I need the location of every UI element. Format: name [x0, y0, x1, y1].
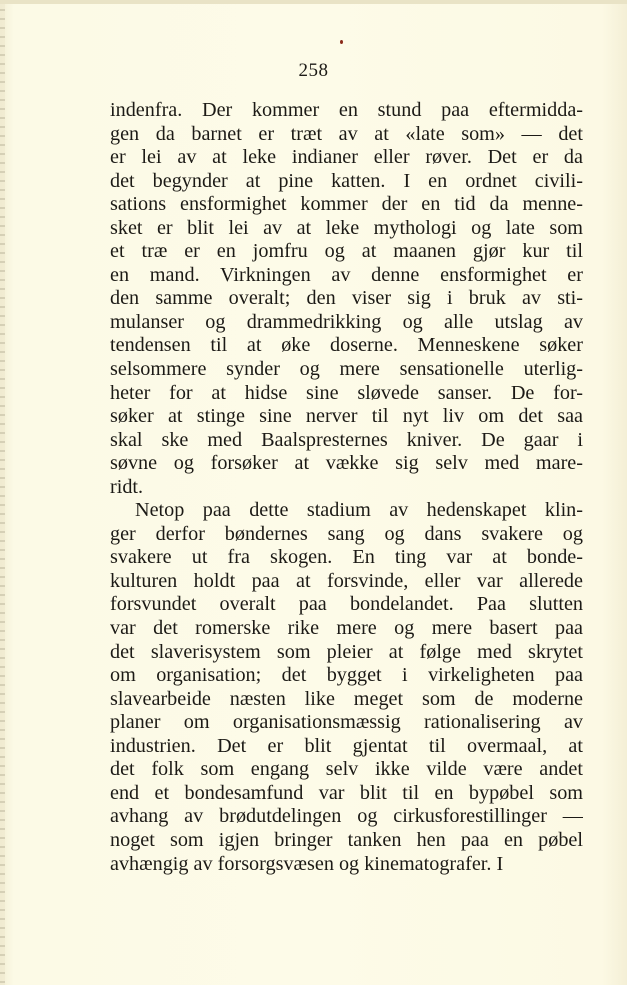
text-line: svakere ut fra skogen. En ting var at bonde-	[110, 546, 583, 569]
text-line: avhang av brødutdelingen og cirkusforestillinger —	[110, 805, 583, 828]
text-line: det begynder at pine katten. I en ordnet civili-	[110, 169, 583, 192]
text-line: noget som igjen bringer tanken hen paa en pøbel	[110, 828, 583, 851]
text-line: søvne og forsøker at vække sig selv med mare-	[110, 452, 583, 475]
text-line: det slaverisystem som pleier at følge med skrytet	[110, 640, 583, 663]
text-line: avhængig av forsorgsvæsen og kinematografer. I	[110, 852, 504, 875]
paragraph	[110, 99, 583, 499]
text-line: det folk som engang selv ikke vilde være andet	[110, 758, 583, 781]
text-line: sket er blit lei av at leke mythologi og late som	[110, 216, 583, 239]
text-line: planer om organisationsmæssig rationalisering av	[110, 711, 583, 734]
body-text	[110, 99, 583, 876]
text-line: industrien. Det er blit gjentat til overmaal, at	[110, 734, 583, 757]
text-line: sations ensformighet kommer der en tid da menne-	[110, 193, 583, 216]
text-line: om organisation; det bygget i virkeligheten paa	[110, 664, 583, 687]
page-top-edge	[0, 0, 627, 4]
text-line: skal ske med Baalspresternes kniver. De gaar i	[110, 428, 583, 451]
ink-spot	[340, 40, 343, 44]
page-edge	[0, 0, 5, 985]
text-line: gen da barnet er træt av at «late som» — det	[110, 122, 583, 145]
text-line: kulturen holdt paa at forsvinde, eller var allerede	[110, 569, 583, 592]
text-line: var det romerske rike mere og mere basert paa	[110, 617, 583, 640]
text-line: den samme overalt; den viser sig i bruk av sti-	[110, 287, 583, 310]
text-line: end et bondesamfund var blit til en bypøbel som	[110, 781, 583, 804]
text-line: heter for at hidse sine sløvede sanser. De for-	[110, 381, 583, 404]
text-line: selsommere synder og mere sensationelle uterlig-	[110, 358, 583, 381]
text-line: indenfra. Der kommer en stund paa eftermidda-	[110, 99, 583, 121]
text-line: ridt.	[110, 475, 144, 498]
text-line: forsvundet overalt paa bondelandet. Paa slutten	[110, 593, 583, 616]
text-line: søker at stinge sine nerver til nyt liv om det saa	[110, 405, 583, 428]
text-line: ger derfor bøndernes sang og dans svakere og	[110, 522, 583, 545]
text-line: en mand. Virkningen av denne ensformighet er	[110, 263, 583, 286]
text-line: mulanser og drammedrikking og alle utslag av	[110, 310, 583, 333]
paragraph	[110, 499, 583, 876]
text-line: et træ er en jomfru og at maanen gjør kur til	[110, 240, 583, 263]
text-line: tendensen til at øke doserne. Menneskene søker	[110, 334, 583, 357]
page-number: 258	[298, 60, 329, 81]
text-line: Netop paa dette stadium av hedenskapet klin-	[135, 499, 583, 522]
text-line: er lei av at leke indianer eller røver. Det er da	[110, 146, 583, 169]
text-line: slavearbeide næsten like meget som de moderne	[110, 687, 583, 710]
